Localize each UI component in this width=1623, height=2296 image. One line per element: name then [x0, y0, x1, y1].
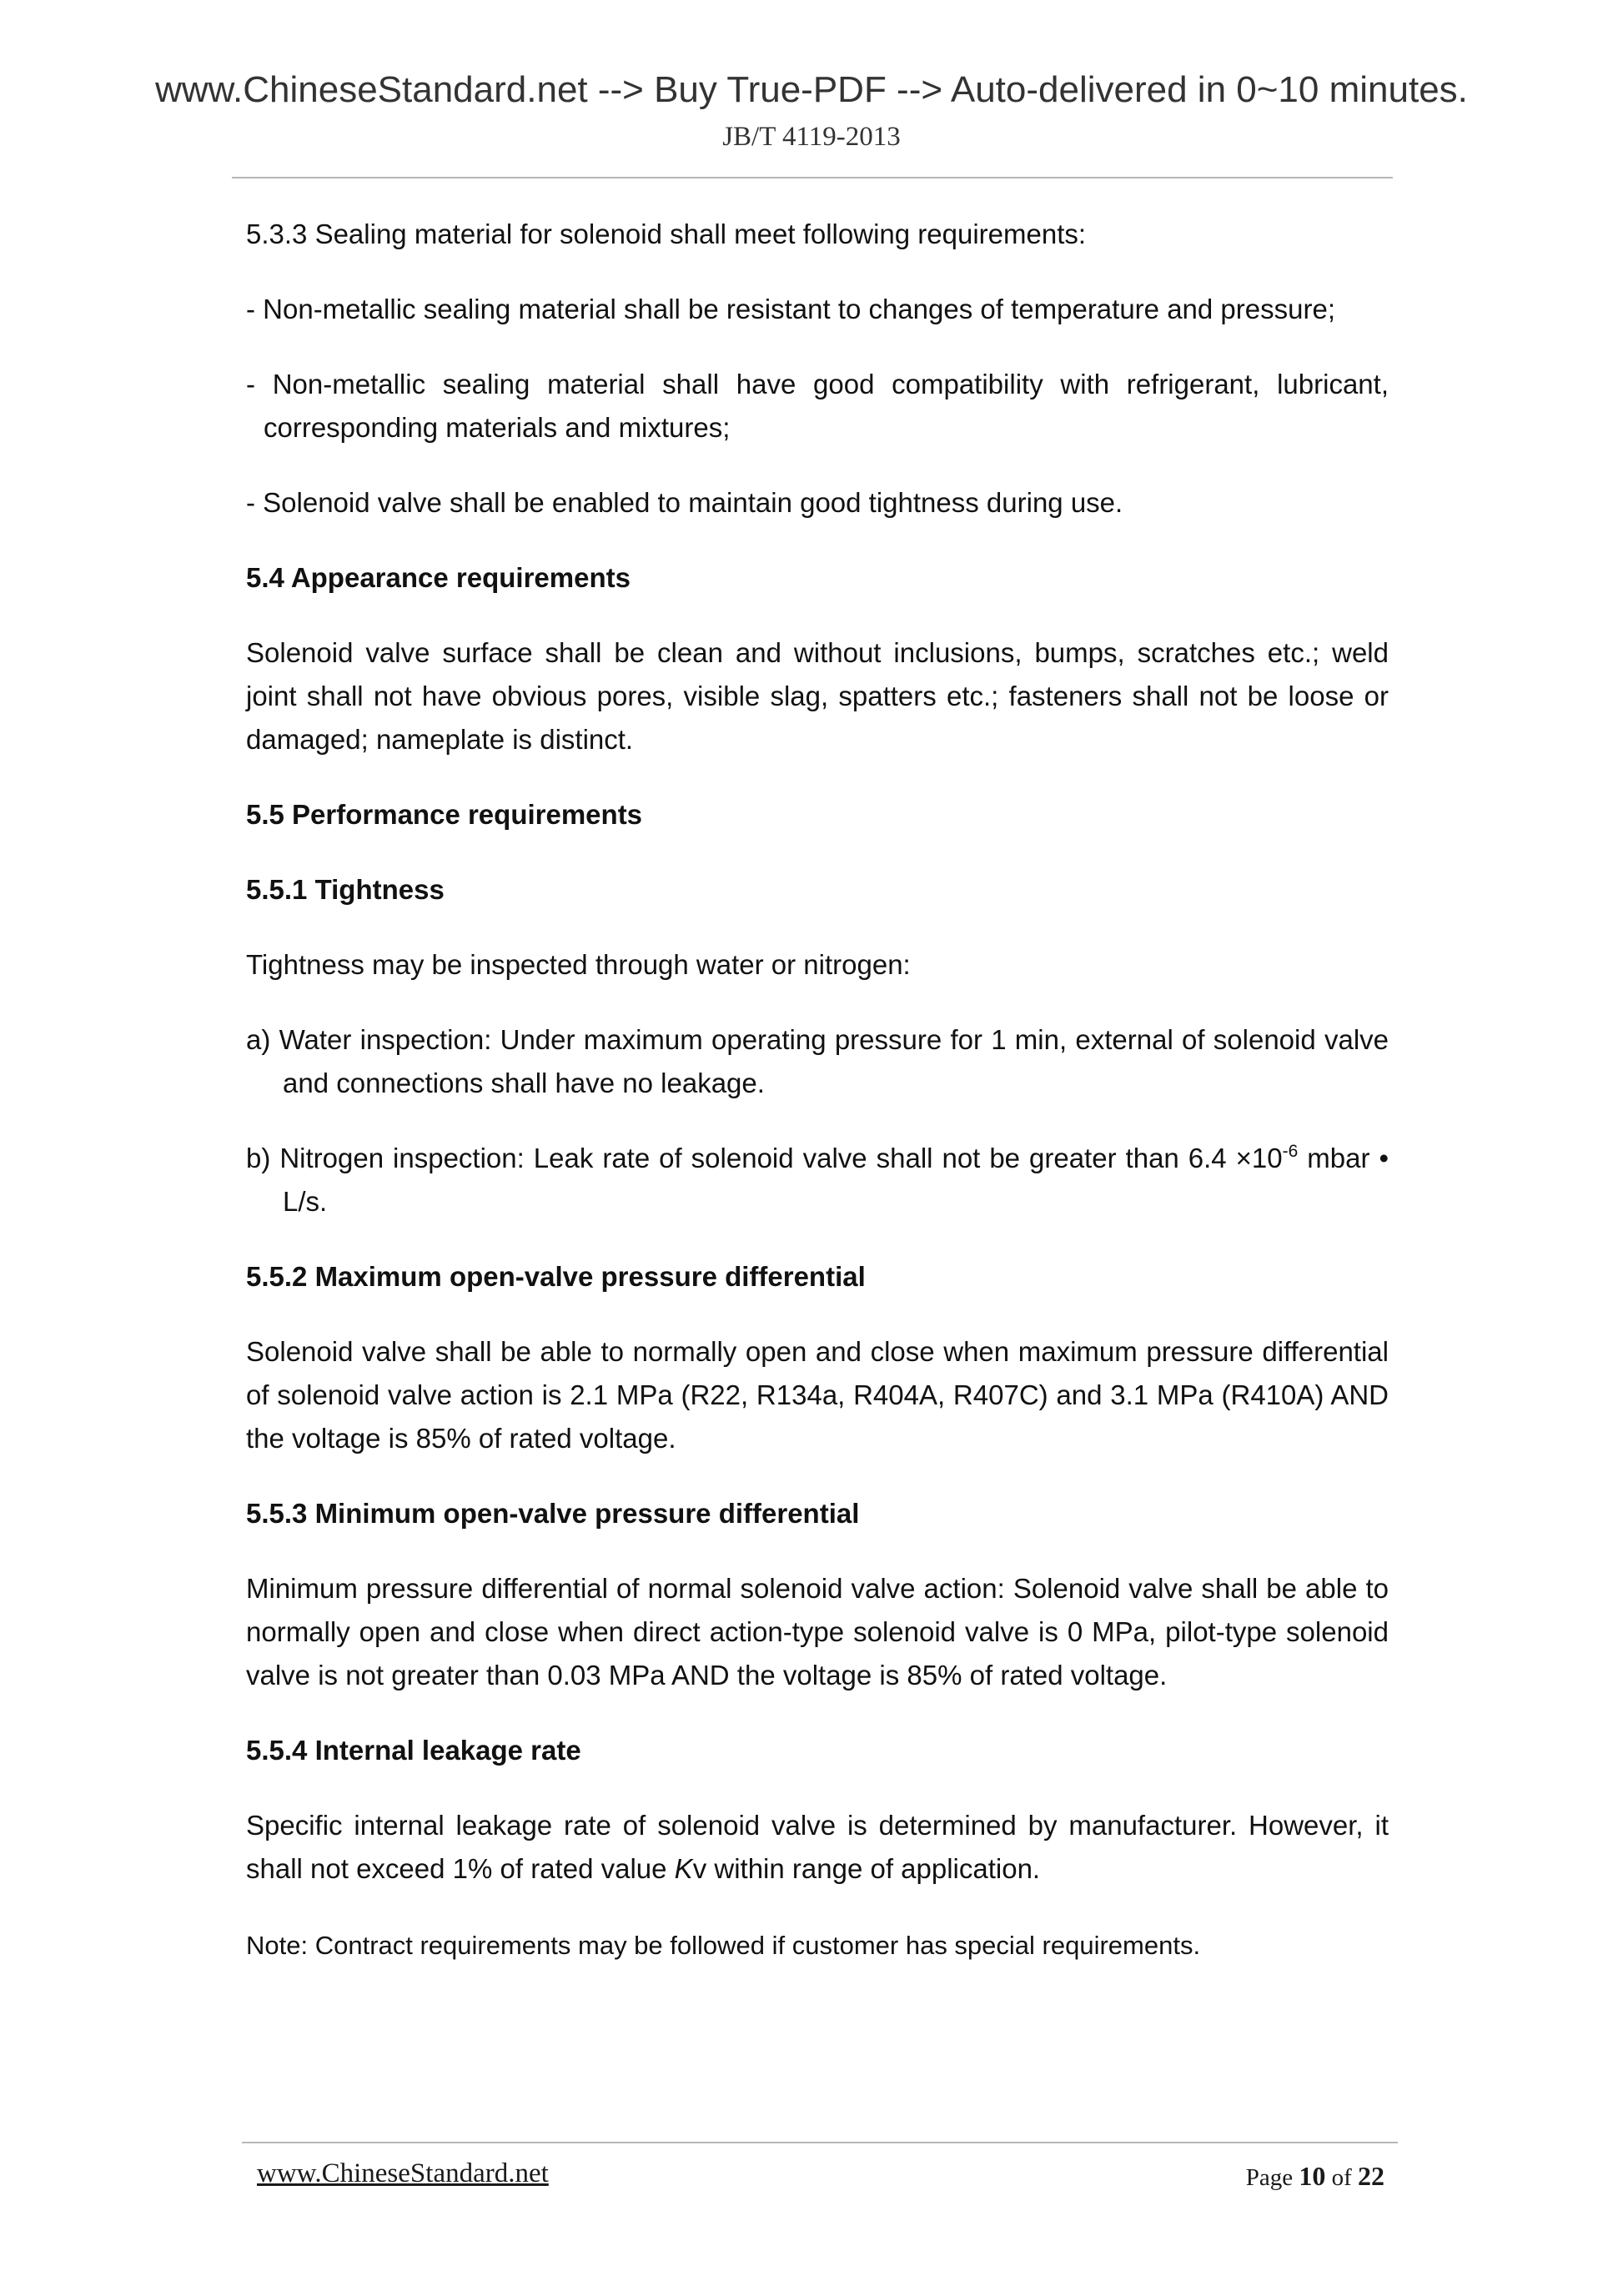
footer-divider	[242, 2142, 1398, 2143]
heading-5-5-2: 5.5.2 Maximum open-valve pressure differential	[246, 1261, 866, 1292]
kv-symbol-v: v	[692, 1853, 707, 1884]
nitrogen-text-start: b) Nitrogen inspection: Leak rate of solenoid valve shall not be greater than 6.4 ×10	[246, 1143, 1283, 1173]
max-pressure-paragraph: Solenoid valve shall be able to normally open and close when maximum pressure differential of solenoid valve action is 2.1 MPa (R22, R134a, R404A, R407C) and 3.1 MPa (R410A) AND the voltage is 85% of rated voltage.	[246, 1336, 1389, 1454]
exponent: -6	[1282, 1142, 1299, 1161]
heading-5-5-1: 5.5.1 Tightness	[246, 874, 445, 905]
page-current: 10	[1299, 2161, 1326, 2191]
page-body	[246, 213, 1389, 1967]
heading-5-5-4: 5.5.4 Internal leakage rate	[246, 1735, 581, 1766]
heading-5-4: 5.4 Appearance requirements	[246, 562, 631, 593]
internal-leakage-paragraph	[246, 1804, 1389, 1891]
note: Note: Contract requirements may be followed if customer has special requirements.	[246, 1931, 1201, 1960]
bullet-tightness: - Solenoid valve shall be enabled to maintain good tightness during use.	[246, 487, 1123, 518]
bullet-sealing-compatibility: - Non-metallic sealing material shall have good compatibility with refrigerant, lubricant, corresponding materials and mixtures;	[246, 369, 1389, 443]
leakage-text-start: Specific internal leakage rate of solenoid valve is determined by manufacturer. However, it shall not exceed 1% of rated value	[246, 1810, 1389, 1884]
header-banner: www.ChineseStandard.net --> Buy True-PDF --> Auto-delivered in 0~10 minutes.	[155, 69, 1468, 110]
page-total: 22	[1358, 2161, 1384, 2191]
nitrogen-text-end: mbar • L/s.	[283, 1143, 1389, 1217]
heading-5-5: 5.5 Performance requirements	[246, 799, 643, 830]
min-pressure-paragraph: Minimum pressure differential of normal solenoid valve action: Solenoid valve shall be able to normally open and close when direct action-type solenoid valve is 0 MPa, pilot-type solenoid valve is not greater than 0.03 MPa AND the voltage is 85% of rated voltage.	[246, 1573, 1389, 1691]
item-water-inspection: a) Water inspection: Under maximum operating pressure for 1 min, external of solenoid valve and connections shall have no leakage.	[246, 1024, 1389, 1098]
clause-5-3-3: 5.3.3 Sealing material for solenoid shall meet following requirements:	[246, 219, 1087, 249]
page-number	[1151, 2157, 1384, 2197]
leakage-text-end: within range of application.	[706, 1853, 1041, 1884]
heading-5-5-3: 5.5.3 Minimum open-valve pressure differential	[246, 1498, 860, 1529]
kv-symbol-k: K	[674, 1853, 693, 1884]
bullet-sealing-resistance: - Non-metallic sealing material shall be resistant to changes of temperature and pressure;	[246, 294, 1335, 324]
footer-site-link[interactable]: www.ChineseStandard.net	[257, 2158, 549, 2188]
item-nitrogen-inspection	[246, 1137, 1389, 1223]
appearance-paragraph: Solenoid valve surface shall be clean and without inclusions, bumps, scratches etc.; weld joint shall not have obvious pores, visible slag, spatters etc.; fasteners shall not be loose or damaged; nameplate is distinct.	[246, 637, 1389, 755]
tightness-intro: Tightness may be inspected through water or nitrogen:	[246, 949, 911, 980]
standard-code: JB/T 4119-2013	[722, 122, 901, 152]
page-label: Page	[1245, 2164, 1294, 2191]
header-divider	[232, 177, 1393, 178]
page-of: of	[1331, 2164, 1352, 2191]
